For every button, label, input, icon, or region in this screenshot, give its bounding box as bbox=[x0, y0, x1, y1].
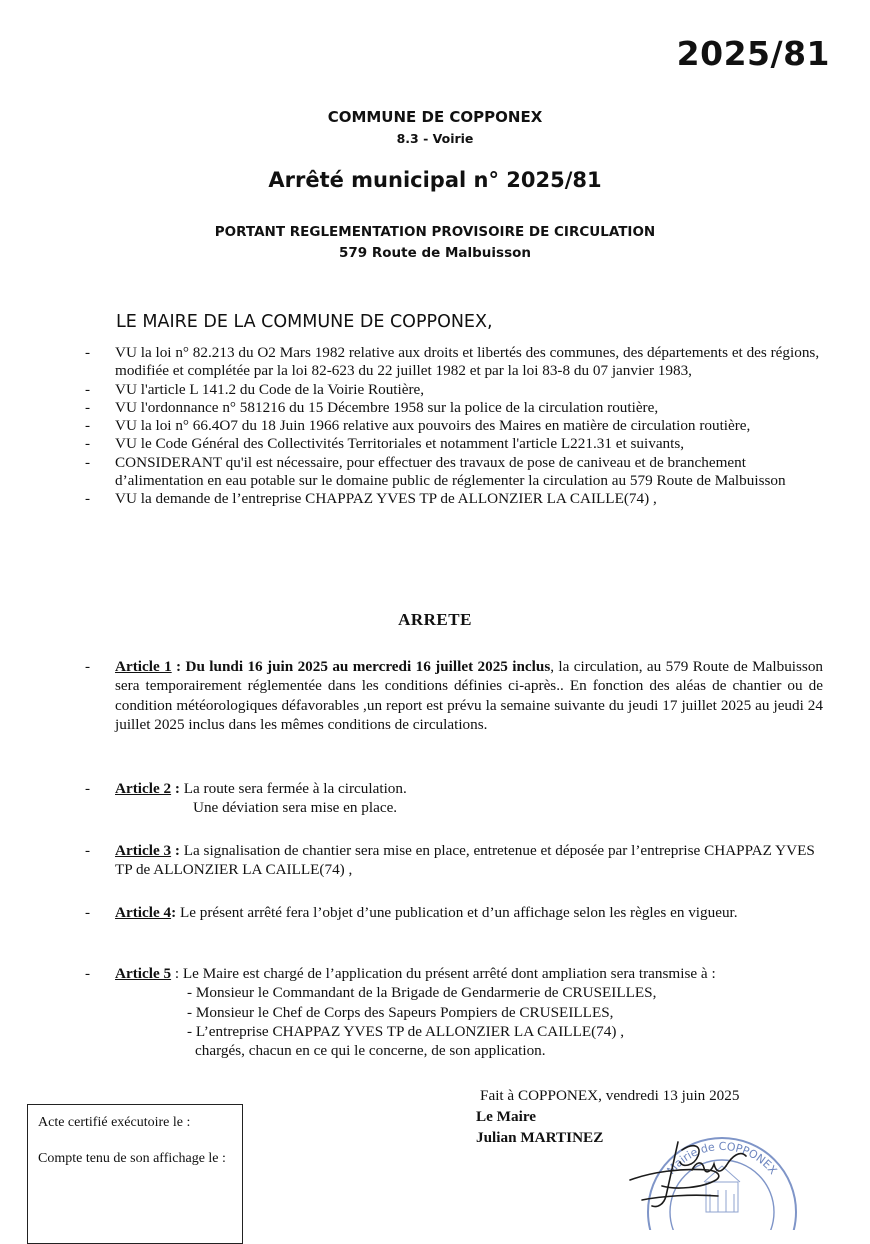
certification-executoire: Acte certifié exécutoire le : bbox=[38, 1115, 191, 1130]
article-2-label: Article 2 bbox=[115, 780, 172, 797]
visa-item: - VU l'ordonnance n° 581216 du 15 Décembre 1958 sur la police de la circulation routière, bbox=[85, 398, 659, 416]
svg-text:Mairie de COPPONEX bbox=[664, 1140, 779, 1177]
article-5-text: Le Maire est chargé de l’application du présent arrêté dont ampliation sera transmise à : bbox=[182, 965, 716, 982]
certification-affichage: Compte tenu de son affichage le : bbox=[38, 1151, 226, 1166]
recipient-item: - Monsieur le Commandant de la Brigade de Gendarmerie de CRUSEILLES, bbox=[187, 984, 657, 1002]
recipient-item: - Monsieur le Chef de Corps des Sapeurs Pompiers de CRUSEILLES, bbox=[187, 1003, 614, 1021]
article-4-text: Le présent arrêté fera l’objet d’une publication et d’un affichage selon les règles en vigueur. bbox=[179, 904, 738, 921]
article-1-text: , la circulation, au 579 Route de Malbuisson sera temporairement réglementée dans les conditions définies ci-après.. En fonction des aléas de chantier ou de condition météorologiques défavorables ,un report est prévu la semaine suivante du jeudi 17 juillet 2025 au jeudi 24 juillet 2025 inclus dans les mêmes conditions de circulations. bbox=[115, 658, 824, 733]
signatory-title: Le Maire bbox=[476, 1108, 537, 1125]
subject-address: 579 Route de Malbuisson bbox=[338, 245, 532, 261]
visa-item: - VU la loi n° 82.213 du O2 Mars 1982 relative aux droits et libertés des communes, des départements et des régions, modifiée et complétée par la loi 82-623 du 22 juillet 1982 et par la loi 83-8 du 07 janvier 1983, bbox=[85, 344, 820, 380]
place-and-date: Fait à COPPONEX, vendredi 13 juin 2025 bbox=[480, 1087, 740, 1104]
visa-list bbox=[85, 344, 830, 509]
recipient-item: - L’entreprise CHAPPAZ YVES TP de ALLONZIER LA CAILLE(74) , bbox=[187, 1022, 625, 1040]
article-5-label: Article 5 bbox=[115, 965, 172, 982]
article-4: - Article 4: Le présent arrêté fera l’objet d’une publication et d’un affichage selon les règles en vigueur. bbox=[85, 904, 738, 921]
mayor-heading: LE MAIRE DE LA COMMUNE DE COPPONEX, bbox=[116, 312, 493, 332]
article-1-dates: Du lundi 16 juin 2025 au mercredi 16 juillet 2025 inclus bbox=[185, 658, 551, 675]
commune-name: COMMUNE DE COPPONEX bbox=[327, 108, 543, 126]
article-3: - Article 3 : La signalisation de chantier sera mise en place, entretenue et déposée par l’entreprise CHAPPAZ YVES TP de ALLONZIER LA CAILLE(74) , bbox=[85, 842, 815, 879]
subject-line: PORTANT REGLEMENTATION PROVISOIRE DE CIRCULATION bbox=[214, 224, 656, 240]
certification-box bbox=[27, 1104, 243, 1244]
article-1: - Article 1 : Du lundi 16 juin 2025 au mercredi 16 juillet 2025 inclus, la circulation, au 579 Route de Malbuisson sera temporairement réglementée dans les conditions définies ci-après.. En fonction des aléas de chantier ou de condition météorologiques défavorables ,un report est prévu la semaine suivante du jeudi 17 juillet 2025 au jeudi 24 juillet 2025 inclus dans les mêmes conditions de circulations. bbox=[85, 658, 824, 733]
service-category: 8.3 - Voirie bbox=[396, 131, 474, 146]
article-4-label: Article 4 bbox=[115, 904, 172, 921]
article-2-line2: Une déviation sera mise en place. bbox=[193, 799, 398, 817]
document-reference-number: 2025/81 bbox=[676, 34, 830, 73]
arrete-heading: ARRETE bbox=[398, 610, 472, 629]
article-5: - Article 5 : Le Maire est chargé de l’application du présent arrêté dont ampliation sera transmise à : - Monsieur le Commandant de la Brigade de Gendarmerie de CRUSEILLES, - Monsieur le Chef de Corps des Sapeurs Pompiers de CRUSEILLES, - L’entreprise CHAPPAZ YVES TP de ALLONZIER LA CAILLE(74) , chargés, chacun en ce qui le concerne, de son application. bbox=[85, 964, 823, 1060]
visa-item: - VU la loi n° 66.4O7 du 18 Juin 1966 relative aux pouvoirs des Maires en matière de circulation routière, bbox=[85, 417, 751, 435]
article-2-line1: La route sera fermée à la circulation. bbox=[183, 780, 407, 797]
article-2: - Article 2 : La route sera fermée à la circulation. Une déviation sera mise en place. bbox=[85, 779, 823, 818]
article-3-text: La signalisation de chantier sera mise en place, entretenue et déposée par l’entreprise CHAPPAZ YVES TP de ALLONZIER LA CAILLE(74) , bbox=[115, 842, 815, 879]
visa-item: - CONSIDERANT qu'il est nécessaire, pour effectuer des travaux de pose de caniveau et de branchement d’alimentation en eau potable sur le domaine public de réglementer la circulation au 579 Route de Malbuisson bbox=[85, 453, 786, 490]
seal-text: Mairie de COPPONEX bbox=[664, 1139, 780, 1177]
page-title: Arrêté municipal n° 2025/81 bbox=[268, 168, 602, 192]
article-3-label: Article 3 bbox=[115, 842, 172, 859]
article-1-label: Article 1 bbox=[115, 658, 172, 675]
visa-item: - VU le Code Général des Collectivités Territoriales et notamment l'article L221.31 et suivants, bbox=[85, 435, 685, 453]
mayor-signature-and-seal bbox=[622, 1120, 822, 1230]
signatory-name: Julian MARTINEZ bbox=[476, 1129, 604, 1146]
article-5-closing: chargés, chacun en ce qui le concerne, de son application. bbox=[195, 1042, 546, 1060]
visa-item: - VU l'article L 141.2 du Code de la Voirie Routière, bbox=[85, 380, 425, 398]
visa-item: - VU la demande de l’entreprise CHAPPAZ YVES TP de ALLONZIER LA CAILLE(74) , bbox=[85, 490, 657, 508]
commune-seal-icon bbox=[648, 1138, 796, 1230]
